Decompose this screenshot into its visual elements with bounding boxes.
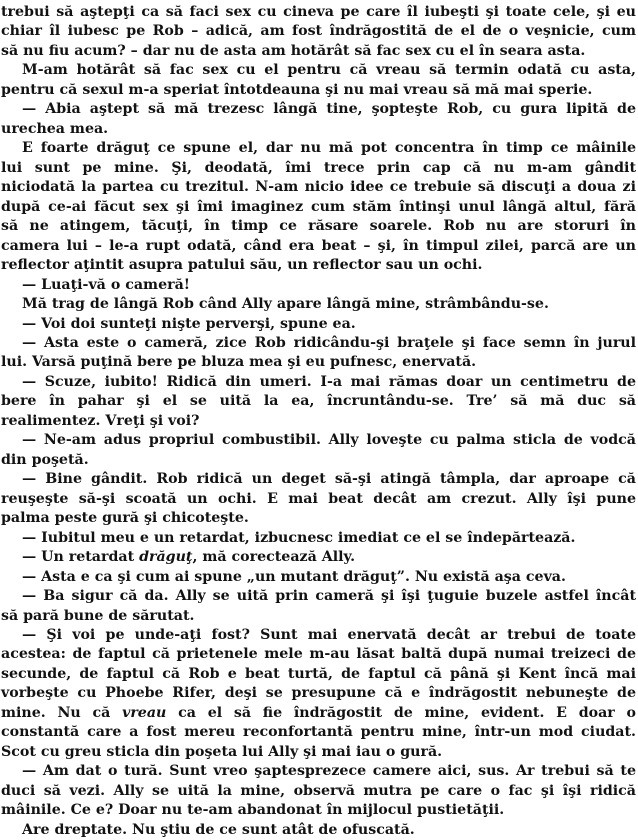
text-line: — Ba sigur că da. Ally se uită prin cameră şi îşi ţuguie buzele astfel încât bbox=[22, 588, 636, 605]
text-line: realimentez. Vreţi şi voi? bbox=[1, 412, 200, 429]
text-line: — Un retardat drăguţ, mă corectează Ally. bbox=[22, 549, 356, 566]
text-line: bere în pahar şi el se uită la ea, încruntându-se. Tre’ să mă duc să bbox=[1, 393, 636, 410]
text-line: — Bine gândit. Rob ridică un deget să-şi atingă tâmpla, dar aproape că bbox=[22, 471, 636, 488]
text-line: Mă trag de lângă Rob când Ally apare lângă mine, strâmbându-se. bbox=[22, 296, 549, 313]
page-body-text bbox=[1, 3, 636, 840]
text-line: — Şi voi pe unde-aţi fost? Sunt mai enervată decât ar trebui de toate bbox=[22, 627, 636, 643]
text-line: — Abia aştept să mă trezesc lângă tine, şopteşte Rob, cu gura lipită de bbox=[22, 101, 636, 118]
text-line: — Asta este o cameră, zice Rob ridicându-şi braţele şi face semn în jurul bbox=[22, 334, 636, 351]
text-line: niciodată la partea cu trezitul. N-am nicio idee ce trebuie să discuţi a doua zi bbox=[1, 179, 636, 196]
text-line: după ce-ai făcut sex şi îmi imaginez cum stăm întinşi unul lângă altul, fără bbox=[1, 198, 636, 215]
text-line: să nu fiu acum? – dar nu de asta am hotărât să fac sex cu el în seara asta. bbox=[1, 42, 586, 59]
text-line: palma peste gură şi chicoteşte. bbox=[1, 510, 249, 527]
text-line: — Scuze, iubito! Ridică din umeri. I-a mai rămas doar un centimetru de bbox=[22, 373, 636, 390]
text-line: Scot cu greu sticla din poşeta lui Ally şi mai iau o gură. bbox=[1, 743, 443, 760]
text-line: să ne atingem, tăcuţi, în timp ce răsare soarele. Rob nu are storuri în bbox=[1, 218, 636, 235]
text-line: reuşeşte să-şi scoată un ochi. E mai beat decât am crezut. Ally îşi pune bbox=[1, 490, 636, 507]
emphasized-word: drăguţ bbox=[139, 549, 193, 566]
text-line: M-am hotărât să fac sex cu el pentru că vreau să termin odată cu asta, bbox=[22, 62, 636, 79]
text-line: — Ne-am adus propriul combustibil. Ally loveşte cu palma sticla de vodcă bbox=[22, 432, 636, 449]
text-line: mâinile. Ce e? Doar nu te-am abandonat în mijlocul pustietăţii. bbox=[1, 802, 505, 819]
text-line: — Asta e ca şi cum ai spune „un mutant drăguţ”. Nu există aşa ceva. bbox=[22, 568, 566, 585]
text-line: din poşetă. bbox=[1, 451, 89, 468]
text-line: constantă care a fost mereu reconfortantă pentru mine, într-un mod ciudat. bbox=[1, 724, 636, 741]
text-line: acestea: de faptul că prietenele mele m-au lăsat baltă după numai treizeci de bbox=[1, 646, 636, 663]
text-line: secunde, de faptul că Rob e beat turtă, de faptul că până şi Kent încă mai bbox=[1, 665, 636, 682]
text-line: — Luaţi-vă o cameră! bbox=[22, 276, 190, 293]
text-line: Are dreptate. Nu ştiu de ce sunt atât de ofuscată. bbox=[22, 821, 415, 838]
text-line: chiar îl iubesc pe Rob – adică, am fost îndrăgostită de el de o veşnicie, cum bbox=[1, 23, 636, 40]
text-line: — Iubitul meu e un retardat, izbucnesc imediat ce el se îndepărtează. bbox=[22, 529, 576, 546]
text-line: trebui să aştepţi ca să faci sex cu cineva pe care îl iubeşti şi toate cele, şi eu bbox=[1, 4, 636, 20]
text-line: reflector aţintit asupra patului său, un reflector sau un ochi. bbox=[1, 257, 483, 274]
text-line: vorbeşte cu Phoebe Rifer, deşi se presupune că e îndrăgostit nebuneşte de bbox=[1, 685, 636, 702]
text-line: pentru că sexul m-a speriat întotdeauna şi nu mai vreau să mă mai sperie. bbox=[1, 81, 593, 98]
text-line: — Am dat o tură. Sunt vreo şaptesprezece camere aici, sus. Ar trebui să te bbox=[22, 763, 636, 780]
text-line: E foarte drăguţ ce spune el, dar nu mă pot concentra în timp ce mâinile bbox=[22, 140, 636, 157]
text-line: — Voi doi sunteţi nişte perverşi, spune ea. bbox=[22, 315, 356, 332]
text-line: lui sunt pe mine. Şi, deodată, îmi trece prin cap că nu m-am gândit bbox=[1, 159, 636, 176]
text-line: camera lui – le-a rupt odată, când era beat – şi, în timpul zilei, parcă are un bbox=[1, 237, 636, 254]
text-line: urechea mea. bbox=[1, 120, 109, 137]
text-line: lui. Varsă puţină bere pe bluza mea şi eu pufnesc, enervată. bbox=[1, 354, 477, 371]
emphasized-word: vreau bbox=[122, 704, 167, 721]
text-line: mine. Nu că vreau ca el să fie îndrăgostit de mine, evident. E doar o bbox=[1, 704, 636, 721]
text-line: să pară bune de sărutat. bbox=[1, 607, 195, 624]
text-line: duci să vezi. Ally se uită la mine, observă mutra pe care o fac şi îşi ridică bbox=[1, 782, 636, 799]
